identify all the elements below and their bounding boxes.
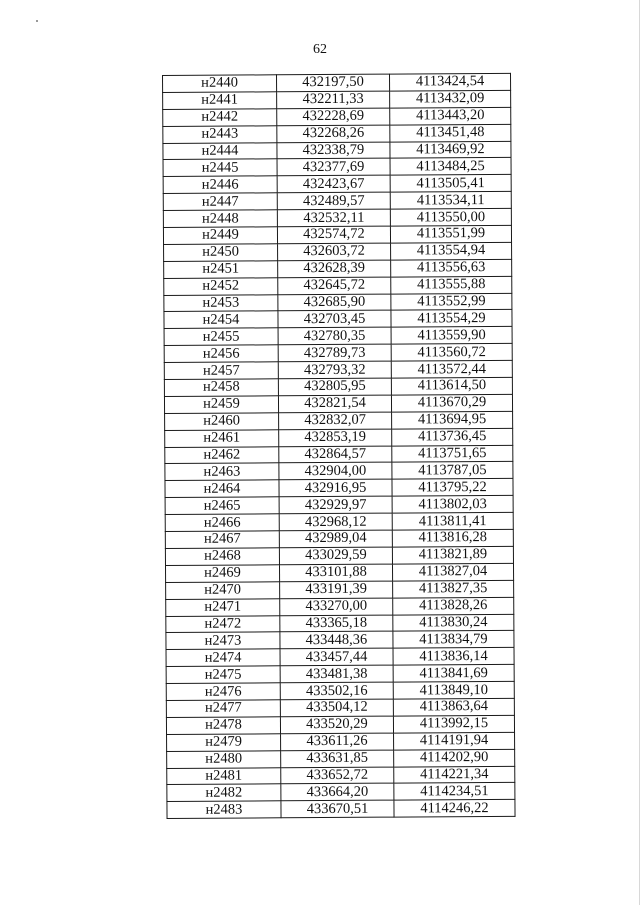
x-coordinate-cell: 432789,73 <box>278 344 391 362</box>
point-id-cell: н2480 <box>167 750 281 768</box>
y-coordinate-cell: 4113841,69 <box>393 665 514 683</box>
x-coordinate-cell: 432703,45 <box>278 311 391 329</box>
point-id-cell: н2455 <box>164 328 278 346</box>
y-coordinate-cell: 4113554,29 <box>391 310 512 328</box>
point-id-cell: н2446 <box>163 176 277 194</box>
point-id-cell: н2452 <box>164 277 278 295</box>
x-coordinate-cell: 432864,57 <box>279 446 392 464</box>
point-id-cell: н2448 <box>163 210 277 228</box>
table-row <box>164 293 512 312</box>
y-coordinate-cell: 4113443,20 <box>390 107 511 125</box>
y-coordinate-cell: 4113827,35 <box>393 580 514 598</box>
y-coordinate-cell: 4113863,64 <box>393 698 514 716</box>
x-coordinate-cell: 432645,72 <box>278 277 391 295</box>
y-coordinate-cell: 4113849,10 <box>393 681 514 699</box>
point-id-cell: н2460 <box>165 413 279 431</box>
x-coordinate-cell: 433520,29 <box>280 716 393 734</box>
x-coordinate-cell: 432805,95 <box>278 378 391 396</box>
x-coordinate-cell: 432685,90 <box>278 294 391 312</box>
table-row <box>164 310 512 329</box>
y-coordinate-cell: 4113834,79 <box>393 631 514 649</box>
x-coordinate-cell: 433502,16 <box>280 682 393 700</box>
y-coordinate-cell: 4113828,26 <box>393 597 514 615</box>
y-coordinate-cell: 4113505,41 <box>390 175 511 193</box>
x-coordinate-cell: 432832,07 <box>279 412 392 430</box>
x-coordinate-cell: 433101,88 <box>279 564 392 582</box>
point-id-cell: н2470 <box>166 582 280 600</box>
y-coordinate-cell: 4114191,94 <box>394 732 515 750</box>
y-coordinate-cell: 4113992,15 <box>393 715 514 733</box>
x-coordinate-cell: 433504,12 <box>280 699 393 717</box>
y-coordinate-cell: 4113836,14 <box>393 648 514 666</box>
y-coordinate-cell: 4113816,28 <box>392 529 513 547</box>
y-coordinate-cell: 4113484,25 <box>390 158 511 176</box>
y-coordinate-cell: 4113751,65 <box>392 445 513 463</box>
y-coordinate-cell: 4113802,03 <box>392 496 513 514</box>
y-coordinate-cell: 4113424,54 <box>389 73 510 91</box>
point-id-cell: н2475 <box>166 666 280 684</box>
x-coordinate-cell: 433365,18 <box>280 615 393 633</box>
point-id-cell: н2482 <box>167 784 281 802</box>
table-row <box>167 766 515 785</box>
y-coordinate-cell: 4114234,51 <box>394 783 515 801</box>
table-row <box>167 749 515 768</box>
table-row <box>165 496 513 515</box>
y-coordinate-cell: 4113432,09 <box>390 90 511 108</box>
point-id-cell: н2454 <box>164 311 278 329</box>
table-row <box>166 648 514 667</box>
y-coordinate-cell: 4113451,48 <box>390 124 511 142</box>
point-id-cell: н2451 <box>164 261 278 279</box>
point-id-cell: н2461 <box>165 429 279 447</box>
table-row <box>163 192 511 211</box>
table-row <box>166 631 514 650</box>
y-coordinate-cell: 4113811,41 <box>392 513 513 531</box>
point-id-cell: н2440 <box>163 75 277 93</box>
point-id-cell: н2476 <box>166 683 280 701</box>
y-coordinate-cell: 4114246,22 <box>394 800 515 818</box>
point-id-cell: н2478 <box>166 717 280 735</box>
x-coordinate-cell: 433270,00 <box>280 598 393 616</box>
point-id-cell: н2477 <box>166 700 280 718</box>
point-id-cell: н2479 <box>167 734 281 752</box>
coordinates-table-body <box>163 73 516 818</box>
y-coordinate-cell: 4113795,22 <box>392 479 513 497</box>
point-id-cell: н2466 <box>165 514 279 532</box>
x-coordinate-cell: 432423,67 <box>277 175 390 193</box>
table-row <box>165 462 513 481</box>
table-row <box>163 158 511 177</box>
x-coordinate-cell: 433670,51 <box>281 800 394 818</box>
x-coordinate-cell: 433611,26 <box>281 733 394 751</box>
x-coordinate-cell: 433029,59 <box>279 547 392 565</box>
y-coordinate-cell: 4113555,88 <box>391 276 512 294</box>
x-coordinate-cell: 432968,12 <box>279 513 392 531</box>
x-coordinate-cell: 432793,32 <box>278 361 391 379</box>
point-id-cell: н2453 <box>164 294 278 312</box>
table-row <box>167 783 515 802</box>
x-coordinate-cell: 433631,85 <box>281 750 394 768</box>
y-coordinate-cell: 4113559,90 <box>391 327 512 345</box>
x-coordinate-cell: 432603,72 <box>278 243 391 261</box>
y-coordinate-cell: 4113670,29 <box>391 394 512 412</box>
table-row <box>165 445 513 464</box>
y-coordinate-cell: 4113614,50 <box>391 377 512 395</box>
x-coordinate-cell: 432916,95 <box>279 479 392 497</box>
x-coordinate-cell: 432929,97 <box>279 496 392 514</box>
x-coordinate-cell: 432853,19 <box>279 429 392 447</box>
y-coordinate-cell: 4113550,00 <box>390 208 511 226</box>
y-coordinate-cell: 4113827,04 <box>392 563 513 581</box>
x-coordinate-cell: 432532,11 <box>277 209 390 227</box>
y-coordinate-cell: 4113534,11 <box>390 192 511 210</box>
x-coordinate-cell: 432338,79 <box>277 142 390 160</box>
table-row <box>163 175 511 194</box>
y-coordinate-cell: 4113694,95 <box>392 411 513 429</box>
table-row <box>166 597 514 616</box>
point-id-cell: н2463 <box>165 463 279 481</box>
point-id-cell: н2481 <box>167 767 281 785</box>
x-coordinate-cell: 432780,35 <box>278 327 391 345</box>
y-coordinate-cell: 4113830,24 <box>393 614 514 632</box>
point-id-cell: н2458 <box>164 379 278 397</box>
x-coordinate-cell: 432628,39 <box>278 260 391 278</box>
y-coordinate-cell: 4113556,63 <box>391 259 512 277</box>
coordinates-table <box>162 73 516 819</box>
table-row <box>164 327 512 346</box>
point-id-cell: н2471 <box>166 598 280 616</box>
point-id-cell: н2457 <box>164 362 278 380</box>
x-coordinate-cell: 433191,39 <box>280 581 393 599</box>
point-id-cell: н2483 <box>167 801 281 819</box>
y-coordinate-cell: 4113572,44 <box>391 361 512 379</box>
table-row <box>166 614 514 633</box>
point-id-cell: н2443 <box>163 125 277 143</box>
page-number: 62 <box>313 42 327 57</box>
point-id-cell: н2473 <box>166 632 280 650</box>
y-coordinate-cell: 4113554,94 <box>391 242 512 260</box>
x-coordinate-cell: 432489,57 <box>277 192 390 210</box>
point-id-cell: н2445 <box>163 159 277 177</box>
x-coordinate-cell: 432989,04 <box>279 530 392 548</box>
y-coordinate-cell: 4113469,92 <box>390 141 511 159</box>
point-id-cell: н2449 <box>163 227 277 245</box>
point-id-cell: н2462 <box>165 446 279 464</box>
point-id-cell: н2474 <box>166 649 280 667</box>
point-id-cell: н2459 <box>164 396 278 414</box>
table-row <box>163 141 511 160</box>
y-coordinate-cell: 4114221,34 <box>394 766 515 784</box>
table-row <box>166 665 514 684</box>
x-coordinate-cell: 433457,44 <box>280 648 393 666</box>
y-coordinate-cell: 4113821,89 <box>392 546 513 564</box>
x-coordinate-cell: 433448,36 <box>280 631 393 649</box>
point-id-cell: н2469 <box>165 565 279 583</box>
point-id-cell: н2467 <box>165 531 279 549</box>
point-id-cell: н2464 <box>165 480 279 498</box>
x-coordinate-cell: 433664,20 <box>281 784 394 802</box>
y-coordinate-cell: 4113787,05 <box>392 462 513 480</box>
y-coordinate-cell: 4113552,99 <box>391 293 512 311</box>
y-coordinate-cell: 4113551,99 <box>390 225 511 243</box>
x-coordinate-cell: 432197,50 <box>277 74 390 92</box>
y-coordinate-cell: 4113560,72 <box>391 344 512 362</box>
point-id-cell: н2442 <box>163 109 277 127</box>
x-coordinate-cell: 432268,26 <box>277 125 390 143</box>
x-coordinate-cell: 432211,33 <box>277 91 390 109</box>
point-id-cell: н2456 <box>164 345 278 363</box>
point-id-cell: н2444 <box>163 142 277 160</box>
y-coordinate-cell: 4114202,90 <box>394 749 515 767</box>
table-row <box>165 479 513 498</box>
point-id-cell: н2450 <box>164 244 278 262</box>
x-coordinate-cell: 432574,72 <box>277 226 390 244</box>
table-row <box>164 344 512 363</box>
x-coordinate-cell: 433652,72 <box>281 767 394 785</box>
x-coordinate-cell: 432821,54 <box>278 395 391 413</box>
table-row <box>167 800 515 819</box>
x-coordinate-cell: 432228,69 <box>277 108 390 126</box>
point-id-cell: н2472 <box>166 615 280 633</box>
point-id-cell: н2465 <box>165 497 279 515</box>
point-id-cell: н2447 <box>163 193 277 211</box>
scan-speck <box>36 20 38 22</box>
x-coordinate-cell: 432377,69 <box>277 159 390 177</box>
x-coordinate-cell: 433481,38 <box>280 665 393 683</box>
point-id-cell: н2441 <box>163 92 277 110</box>
y-coordinate-cell: 4113736,45 <box>392 428 513 446</box>
point-id-cell: н2468 <box>165 548 279 566</box>
x-coordinate-cell: 432904,00 <box>279 463 392 481</box>
